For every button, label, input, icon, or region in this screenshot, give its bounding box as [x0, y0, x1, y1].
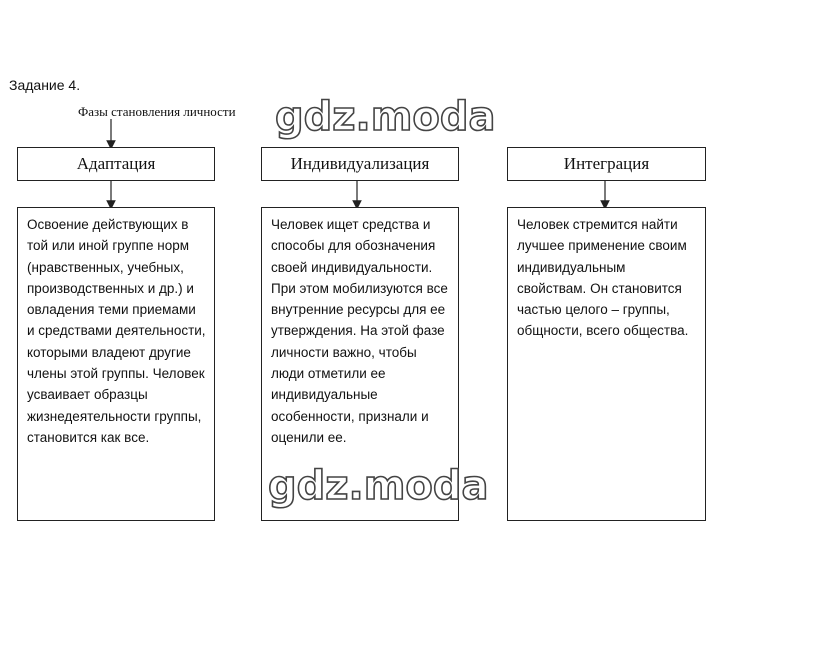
root-label: Фазы становления личности — [78, 104, 236, 119]
phase-title-integration: Интеграция — [507, 147, 706, 181]
phase-description-integration: Человек стремится найти лучшее применение своим индивидуальным свойствам. Он становится частью целого – группы, общности, всего общества. — [507, 207, 706, 521]
watermark-bottom: gdz.moda — [268, 463, 489, 509]
phase-title-adaptation: Адаптация — [17, 147, 215, 181]
task-title: Задание 4. — [9, 77, 81, 93]
phase-description-individualization: Человек ищет средства и способы для обозначения своей индивидуальности. При этом мобилизуются все внутренние ресурсы для ее утверждения. На этой фазе личности важно, чтобы люди отметили ее индивидуальные особенности, признали и оценили ее. — [261, 207, 459, 521]
phase-description-adaptation: Освоение действующих в той или иной группе норм (нравственных, учебных, производственных и др.) и овладения теми приемами и средствами деятельности, которыми владеют другие члены этой группы. Человек усваивает образцы жизнедеятельности группы, становится как все. — [17, 207, 215, 521]
watermark-top: gdz.moda — [275, 94, 496, 140]
phase-title-individualization: Индивидуализация — [261, 147, 459, 181]
